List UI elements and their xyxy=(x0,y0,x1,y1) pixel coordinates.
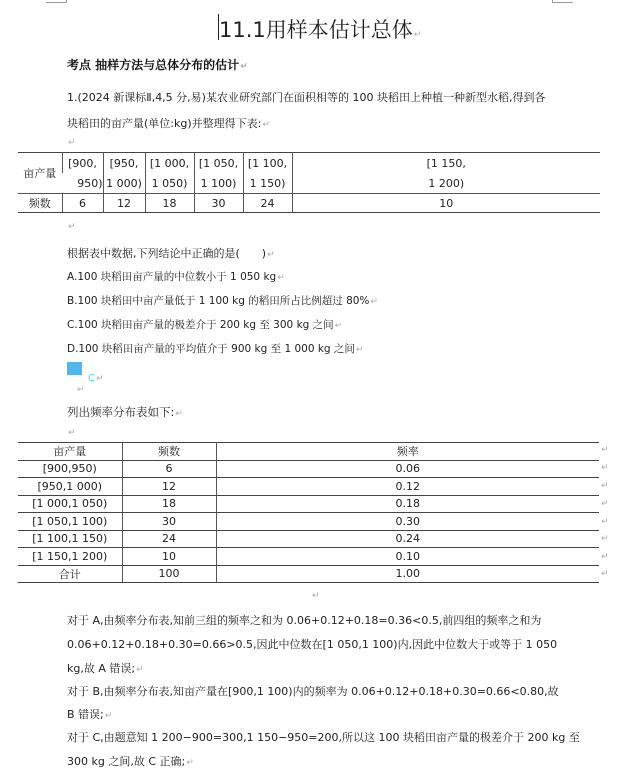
solution-line-text: 对于 C,由题意知 1 200−900=300,1 150−950=200,所以这 100 块稻田亩产量的极差介于 200 kg 至 xyxy=(67,731,580,744)
frequency-cell: 0.10 xyxy=(216,548,599,566)
column-header-count: 频数 xyxy=(122,443,216,461)
page-title xyxy=(219,14,421,44)
paragraph-mark: ↵ xyxy=(334,321,343,331)
frequency-cell: 0.06 xyxy=(216,460,599,478)
count-cell: 18 xyxy=(122,495,216,513)
table-total-row xyxy=(18,565,599,583)
count-cell: 6 xyxy=(122,460,216,478)
paragraph-mark: ↵ xyxy=(136,665,144,675)
section-heading-text: 考点 抽样方法与总体分布的估计 xyxy=(67,58,240,72)
yield-cell: [1 050,1 100) xyxy=(18,513,122,531)
total-count-cell: 100 xyxy=(122,565,216,583)
column-header-yield: 亩产量 xyxy=(18,443,122,461)
interval-top: [1 150, xyxy=(292,153,600,174)
paragraph-mark: ↵ xyxy=(355,345,364,355)
solution-lead xyxy=(67,404,183,420)
answer-label xyxy=(88,373,104,384)
page-title-text: 11.1用样本估计总体 xyxy=(219,18,413,42)
paragraph-mark: ↵ xyxy=(68,222,76,232)
interval-bottom: 1 100) xyxy=(194,173,243,194)
option-text: A.100 块稻田亩产量的中位数小于 1 050 kg xyxy=(67,271,277,283)
solution-line-text: 对于 B,由频率分布表,知亩产量在[900,1 100)内的频率为 0.06+0.12+0.18+0.30=0.66<0.80,故 xyxy=(67,685,559,698)
interval-top: [1 050, xyxy=(194,153,243,174)
yield-cell: [1 000,1 050) xyxy=(18,495,122,513)
interval-bottom: 950) xyxy=(77,176,103,190)
frequency-cell: 0.30 xyxy=(216,513,599,531)
option-text: C.100 块稻田亩产量的极差介于 200 kg 至 300 kg 之间 xyxy=(67,319,334,331)
count-cell: 10 xyxy=(292,194,600,213)
row-end-mark: ↵ xyxy=(601,463,609,473)
question-intro-text: 1.(2024 新课标Ⅱ,4,5 分,易)某农业研究部门在面积相等的 100 块稻田上种植一种新型水稻,得到各 xyxy=(67,91,546,104)
interval-bottom: 1 000) xyxy=(103,173,145,194)
row-end-mark: ↵ xyxy=(601,481,609,491)
row-end-mark: ↵ xyxy=(601,552,609,562)
answer-marker-icon xyxy=(67,362,82,375)
solution-line-text: 300 kg 之间,故 C 正确; xyxy=(67,755,186,768)
option-c xyxy=(67,317,342,332)
solution-line-text: B 错误; xyxy=(67,708,104,721)
paragraph-mark: ↵ xyxy=(370,297,378,307)
solution-line xyxy=(67,729,580,745)
paragraph-mark: ↵ xyxy=(312,591,320,601)
option-b xyxy=(67,293,378,308)
table-row xyxy=(18,460,599,478)
table-header-row xyxy=(18,443,599,461)
count-cell: 10 xyxy=(122,548,216,566)
yield-cell: [900,950) xyxy=(18,460,122,478)
count-cell: 24 xyxy=(122,530,216,548)
row-header-count: 频数 xyxy=(18,194,62,213)
paragraph-mark: ↵ xyxy=(413,30,422,40)
paragraph-mark: ↵ xyxy=(240,62,248,72)
count-cell: 12 xyxy=(122,478,216,496)
count-cell: 18 xyxy=(145,194,194,213)
interval-top: [1 000, xyxy=(145,153,194,174)
row-end-mark: ↵ xyxy=(601,499,609,509)
table-row xyxy=(18,478,599,496)
yield-frequency-table xyxy=(18,152,600,213)
option-text: D.100 块稻田亩产量的平均值介于 900 kg 至 1 000 kg 之间 xyxy=(67,343,355,355)
page-corner-mark-left xyxy=(46,0,67,3)
frequency-distribution-table xyxy=(18,442,599,583)
paragraph-mark: ↵ xyxy=(267,250,275,260)
answer-text: C xyxy=(88,373,95,384)
solution-line-text: 对于 A,由频率分布表,知前三组的频率之和为 0.06+0.12+0.18=0.36<0.5,前四组的频率之和为 xyxy=(67,614,542,627)
solution-line xyxy=(67,753,194,769)
table-row xyxy=(18,548,599,566)
count-cell: 12 xyxy=(103,194,145,213)
solution-lead-text: 列出频率分布表如下: xyxy=(67,405,175,419)
paragraph-mark: ↵ xyxy=(95,374,104,384)
frequency-cell: 0.18 xyxy=(216,495,599,513)
table-row xyxy=(18,513,599,531)
count-cell: 24 xyxy=(243,194,292,213)
yield-cell: [1 150,1 200) xyxy=(18,548,122,566)
row-end-mark: ↵ xyxy=(601,517,609,527)
interval-top: [900, xyxy=(62,153,103,174)
question-intro-text: 块稻田的亩产量(单位:kg)并整理得下表: xyxy=(67,117,262,130)
yield-cell: [950,1 000) xyxy=(18,478,122,496)
paragraph-mark: ↵ xyxy=(104,711,113,721)
solution-line xyxy=(67,636,557,652)
interval-bottom: 1 150) xyxy=(243,173,292,194)
page-corner-mark-right xyxy=(552,0,573,3)
solution-line xyxy=(67,706,112,722)
yield-cell: [1 100,1 150) xyxy=(18,530,122,548)
solution-line xyxy=(67,612,541,628)
section-heading xyxy=(67,56,248,73)
row-end-mark: ↵ xyxy=(601,534,609,544)
question-intro-line-2 xyxy=(67,115,270,131)
count-cell: 6 xyxy=(62,194,103,213)
table-row xyxy=(18,495,599,513)
question-prompt-text: 根据表中数据,下列结论中正确的是( ) xyxy=(67,247,267,260)
table-row xyxy=(18,530,599,548)
option-text: B.100 块稻田中亩产量低于 1 100 kg 的稻田所占比例超过 80% xyxy=(67,295,370,307)
total-label-cell: 合计 xyxy=(18,565,122,583)
solution-line xyxy=(67,683,559,699)
paragraph-mark: ↵ xyxy=(68,428,76,438)
paragraph-mark: ↵ xyxy=(262,120,270,130)
paragraph-mark: ↵ xyxy=(68,138,76,148)
paragraph-mark: ↵ xyxy=(77,385,85,395)
interval-bottom: 1 050) xyxy=(145,173,194,194)
interval-top: [950, xyxy=(103,153,145,174)
paragraph-mark: ↵ xyxy=(175,409,183,419)
solution-line-text: kg,故 A 错误; xyxy=(67,662,136,675)
row-end-mark: ↵ xyxy=(601,445,609,455)
count-cell: 30 xyxy=(122,513,216,531)
interval-bottom: 1 200) xyxy=(292,173,600,194)
total-frequency-cell: 1.00 xyxy=(216,565,599,583)
row-end-mark: ↵ xyxy=(601,569,609,579)
frequency-cell: 0.24 xyxy=(216,530,599,548)
solution-line xyxy=(67,660,144,676)
paragraph-mark: ↵ xyxy=(186,758,194,768)
option-d xyxy=(67,341,363,356)
paragraph-mark: ↵ xyxy=(277,273,285,283)
question-intro-line-1 xyxy=(67,89,545,105)
column-header-frequency: 频率 xyxy=(216,443,599,461)
question-prompt xyxy=(67,245,275,261)
frequency-cell: 0.12 xyxy=(216,478,599,496)
interval-top: [1 100, xyxy=(243,153,292,174)
solution-line-text: 0.06+0.12+0.18+0.30=0.66>0.5,因此中位数在[1 050,1 100)内,因此中位数大于或等于 1 050 xyxy=(67,638,558,651)
option-a xyxy=(67,269,285,284)
count-cell: 30 xyxy=(194,194,243,213)
row-header-yield: 亩产量 xyxy=(23,167,57,180)
